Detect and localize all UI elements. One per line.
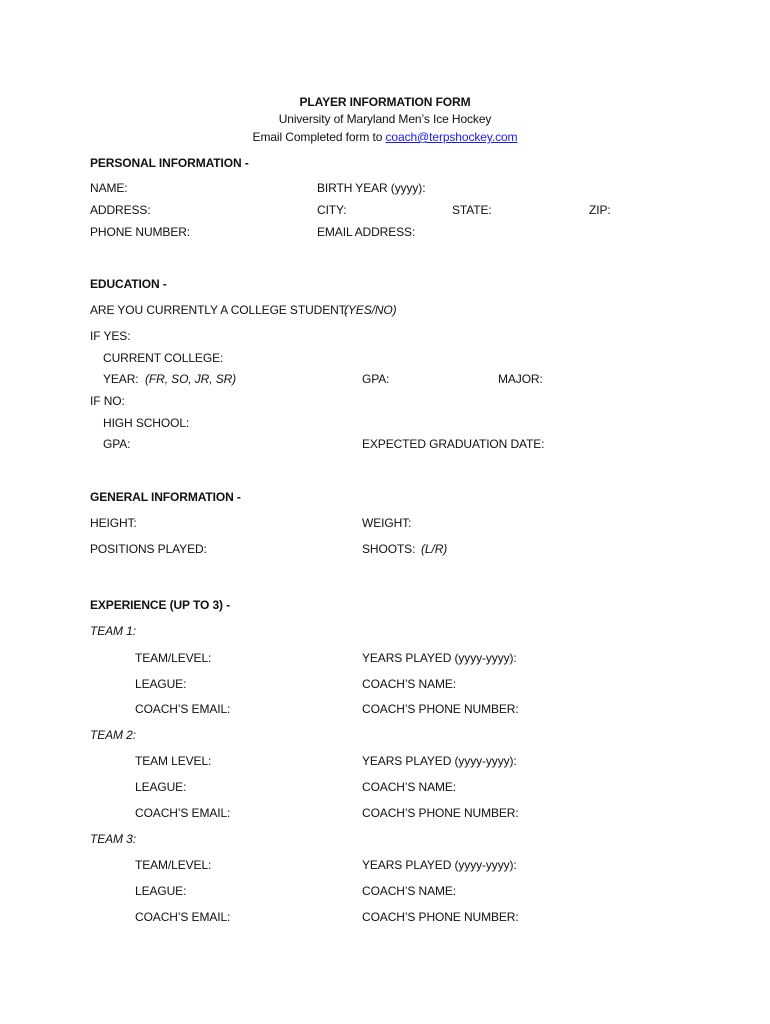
year-label: YEAR: — [103, 372, 139, 386]
weight-label: WEIGHT: — [362, 516, 412, 530]
team-3-level-label: TEAM/LEVEL: — [135, 858, 212, 872]
name-label: NAME: — [90, 181, 128, 195]
positions-label: POSITIONS PLAYED: — [90, 542, 207, 556]
team-1-league-label: LEAGUE: — [135, 677, 187, 691]
email-instruction — [0, 130, 770, 144]
email-link[interactable]: coach@terpshockey.com — [385, 130, 518, 144]
team-2-years-label: YEARS PLAYED (yyyy-yyyy): — [362, 754, 517, 768]
height-label: HEIGHT: — [90, 516, 137, 530]
team-2-coach-email-label: COACH’S EMAIL: — [135, 806, 231, 820]
team-2-level-label: TEAM LEVEL: — [135, 754, 212, 768]
college-student-hint: (YES/NO) — [344, 303, 397, 317]
team-2-league-label: LEAGUE: — [135, 780, 187, 794]
year-hint: (FR, SO, JR, SR) — [145, 372, 237, 386]
team-3-league-label: LEAGUE: — [135, 884, 187, 898]
team-3-coach-email-label: COACH’S EMAIL: — [135, 910, 231, 924]
team-1-label: TEAM 1: — [90, 624, 136, 638]
form-title: PLAYER INFORMATION FORM — [299, 95, 471, 109]
if-no-label: IF NO: — [90, 394, 125, 408]
experience-heading: EXPERIENCE (UP TO 3) - — [90, 598, 231, 612]
team-1-level-label: TEAM/LEVEL: — [135, 651, 212, 665]
birth-year-label: BIRTH YEAR (yyyy): — [317, 181, 426, 195]
team-3-label: TEAM 3: — [90, 832, 136, 846]
current-college-label: CURRENT COLLEGE: — [103, 351, 224, 365]
team-3-coach-name-label: COACH’S NAME: — [362, 884, 457, 898]
address-label: ADDRESS: — [90, 203, 151, 217]
team-3-coach-phone-label: COACH’S PHONE NUMBER: — [362, 910, 519, 924]
general-heading: GENERAL INFORMATION - — [90, 490, 241, 504]
team-1-coach-phone-label: COACH’S PHONE NUMBER: — [362, 702, 519, 716]
email-instruction-text: Email Completed form to — [252, 130, 386, 144]
state-label: STATE: — [452, 203, 492, 217]
team-1-coach-email-label: COACH’S EMAIL: — [135, 702, 231, 716]
expected-graduation-label: EXPECTED GRADUATION DATE: — [362, 437, 545, 451]
personal-heading: PERSONAL INFORMATION - — [90, 156, 249, 170]
college-student-question: ARE YOU CURRENTLY A COLLEGE STUDENT: — [90, 303, 348, 317]
zip-label: ZIP: — [589, 203, 611, 217]
major-label: MAJOR: — [498, 372, 543, 386]
phone-label: PHONE NUMBER: — [90, 225, 191, 239]
team-3-years-label: YEARS PLAYED (yyyy-yyyy): — [362, 858, 517, 872]
city-label: CITY: — [317, 203, 347, 217]
team-2-label: TEAM 2: — [90, 728, 136, 742]
form-subtitle: University of Maryland Men’s Ice Hockey — [278, 112, 492, 126]
education-heading: EDUCATION - — [90, 277, 167, 291]
team-2-coach-name-label: COACH’S NAME: — [362, 780, 457, 794]
college-gpa-label: GPA: — [362, 372, 390, 386]
team-1-coach-name-label: COACH’S NAME: — [362, 677, 457, 691]
team-1-years-label: YEARS PLAYED (yyyy-yyyy): — [362, 651, 517, 665]
if-yes-label: IF YES: — [90, 329, 131, 343]
team-2-coach-phone-label: COACH’S PHONE NUMBER: — [362, 806, 519, 820]
shoots-hint: (L/R) — [421, 542, 448, 556]
high-school-label: HIGH SCHOOL: — [103, 416, 190, 430]
high-school-gpa-label: GPA: — [103, 437, 131, 451]
email-label: EMAIL ADDRESS: — [317, 225, 416, 239]
shoots-label: SHOOTS: — [362, 542, 416, 556]
